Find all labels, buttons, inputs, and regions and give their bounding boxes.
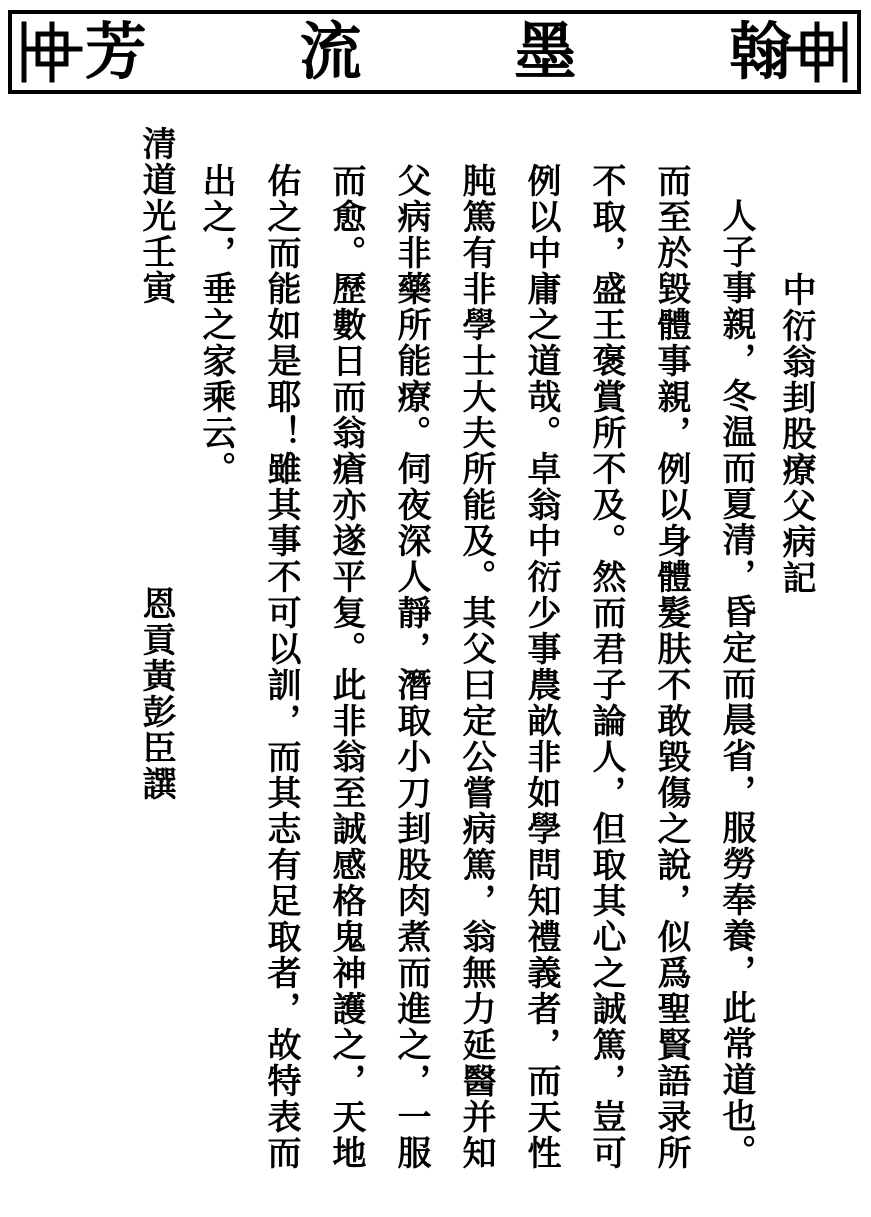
body-line: 例以中庸之道哉。卓翁中衍少事農畝非如學問知禮義者，而天性 (521, 163, 561, 1171)
body-line: 肫篤有非學士大夫所能及。其父曰定公嘗病篤，翁無力延醫并知 (456, 163, 496, 1171)
body-line: 佑之而能如是耶！雖其事不可以訓，而其志有足取者，故特表而 (261, 163, 301, 1171)
banner-title-char: 墨 (514, 15, 577, 88)
body-line: 父病非藥所能療。伺夜深人靜，潛取小刀刲股肉煮而進之，一服 (391, 163, 431, 1171)
body-line: 不取，盛王褒賞所不及。然而君子論人，但取其心之誠篤，豈可 (586, 163, 626, 1171)
banner-right-rule (857, 14, 861, 90)
body-line: 而至於毀體事親，例以身體髮肤不敢毀傷之說，似爲聖賢語录所 (651, 163, 691, 1171)
banner-title-char: 翰 (729, 15, 792, 88)
banner-title (84, 14, 792, 90)
article-title: 中衍翁刲股療父病記 (776, 272, 816, 596)
banner-title-char: 流 (299, 15, 362, 88)
header-banner (8, 10, 861, 94)
body-line: 人子事親，冬温而夏清，昏定而晨省，服勞奉養，此常道也。 (716, 198, 756, 1170)
body-line: 出之，垂之家乘云。 (196, 163, 236, 487)
banner-title-char: 芳 (84, 15, 147, 88)
date-line: 清道光壬寅 (136, 126, 176, 306)
fretwork-ornament-icon (785, 20, 849, 84)
fretwork-ornament-icon (20, 20, 84, 84)
banner-left-rule (8, 14, 12, 90)
author-line: 恩貢黃彭臣譔 (136, 586, 176, 802)
body-line: 而愈。歷數日而翁瘡亦遂平复。此非翁至誠感格鬼神護之，天地 (326, 163, 366, 1171)
